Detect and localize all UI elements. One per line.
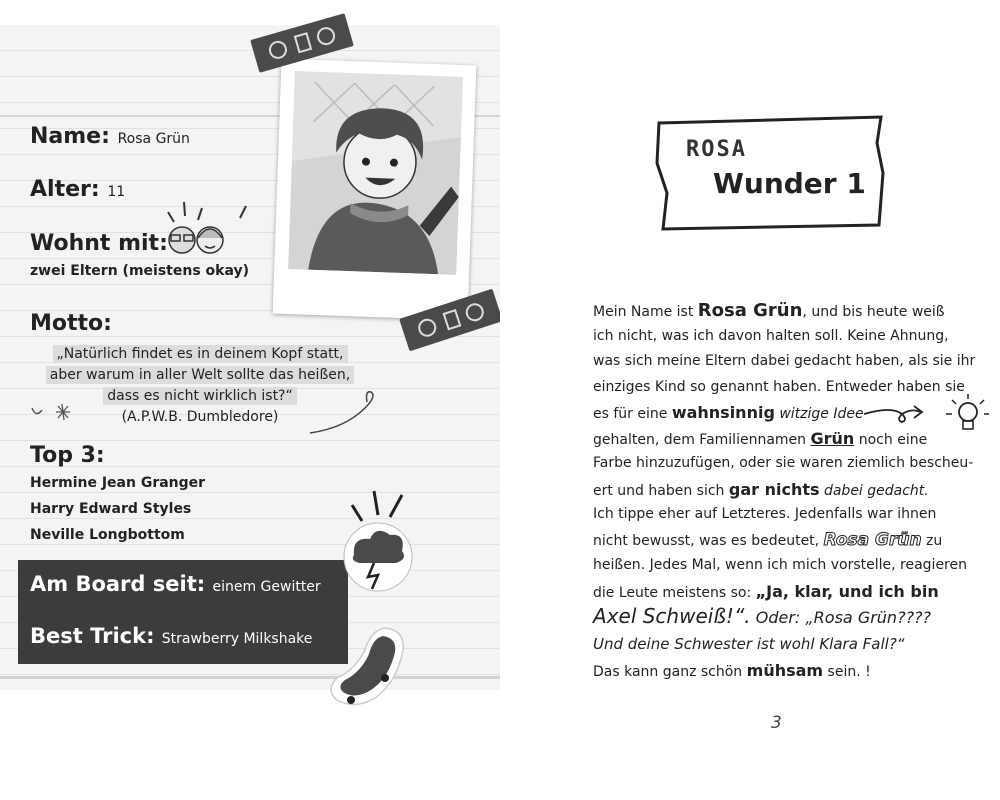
motto-line-3: dass es nicht wirklich ist?“ [103,387,297,405]
emph-axel-schweiss: Axel Schweiß!“. [593,604,751,628]
emph-rosa-gruen-outline: Rosa Grün [823,529,922,550]
story-line: was sich meine Eltern dabei gedacht haben, als sie ihr [593,353,976,369]
sparkle-doodle-icon [28,400,78,425]
name-value: Rosa Grün [117,131,190,147]
lives-with-label: Wohnt mit: [30,231,168,256]
trick-value: Strawberry Milkshake [161,631,313,647]
trick-label: Best Trick: [30,624,155,648]
story-line: ich nicht, was ich davon halten soll. Keine Ahnung, [593,327,949,344]
board-field [30,572,321,596]
paper-divider-bottom [0,676,500,679]
emph-gar-nichts: gar nichts [728,479,820,499]
parents-doodle-icon [150,198,255,260]
story-line: ert und haben sich gar nichts dabei gedacht. [593,479,929,499]
emph-gruen: Grün [810,428,855,448]
lives-with-value: zwei Eltern (meistens okay) [30,263,249,279]
emph-rosa-gruen: Rosa Grün [697,300,803,321]
story-line: heißen. Jedes Mal, wenn ich mich vorstelle, reagieren [593,557,967,573]
page-number: 3 [771,713,782,733]
story-line: Und deine Schwester ist wohl Klara Fall?“ [593,635,905,653]
motto-author: (A.P.W.B. Dumbledore) [121,409,279,425]
motto-line-2: aber warum in aller Welt sollte das heißen, [46,366,354,384]
story-line: Das kann ganz schön mühsam sein. ! [593,660,871,680]
lightbulb-idea-icon [862,392,990,442]
emph-ja-klar: „Ja, klar, und ich bin [755,581,939,601]
story-line: Farbe hinzuzufügen, oder sie waren ziemlich bescheu- [593,455,974,471]
rosa-portrait-icon [288,71,463,275]
motto-line-1: „Natürlich findet es in deinem Kopf statt, [53,345,348,363]
story-line: Ich tippe eher auf Letzteres. Jedenfalls war ihnen [593,506,937,522]
chapter-title-line-2: Wunder 1 [713,167,866,200]
age-field [30,177,125,202]
top3-item-1: Hermine Jean Granger [30,475,206,491]
story-line: nicht bewusst, was es bedeutet, Rosa Grün zu [593,529,943,550]
story-line: gehalten, dem Familiennamen Grün noch eine [593,428,928,448]
board-value: einem Gewitter [212,579,321,595]
name-field [30,124,190,149]
swirl-doodle-icon [305,388,385,438]
chapter-title-line-1: ROSA [686,137,747,162]
trick-field [30,624,312,648]
profile-photo [288,71,463,275]
story-text [593,298,983,683]
skateboard-sticker-icon [315,620,415,715]
story-line: die Leute meistens so: „Ja, klar, und ich bin [593,581,939,601]
profile-polaroid [273,59,477,321]
top3-item-2: Harry Edward Styles [30,501,192,517]
story-line: es für eine wahnsinnig witzige Idee [593,403,864,422]
board-label: Am Board seit: [30,572,206,596]
age-label: Alter: [30,177,100,202]
top3-item-3: Neville Longbottom [30,527,185,543]
emph-wahnsinnig: wahnsinnig [671,403,775,422]
storm-cloud-icon [332,485,422,595]
motto-label: Motto: [30,311,112,336]
emph-muehsam: mühsam [746,660,824,680]
age-value: 11 [107,184,126,200]
story-line: Mein Name ist Rosa Grün, und bis heute weiß [593,300,945,321]
name-label: Name: [30,124,110,149]
story-line: einziges Kind so genannt haben. Entweder haben sie [593,378,965,395]
story-line: Axel Schweiß!“. Oder: „Rosa Grün???? [593,604,932,628]
top3-label: Top 3: [30,443,105,468]
